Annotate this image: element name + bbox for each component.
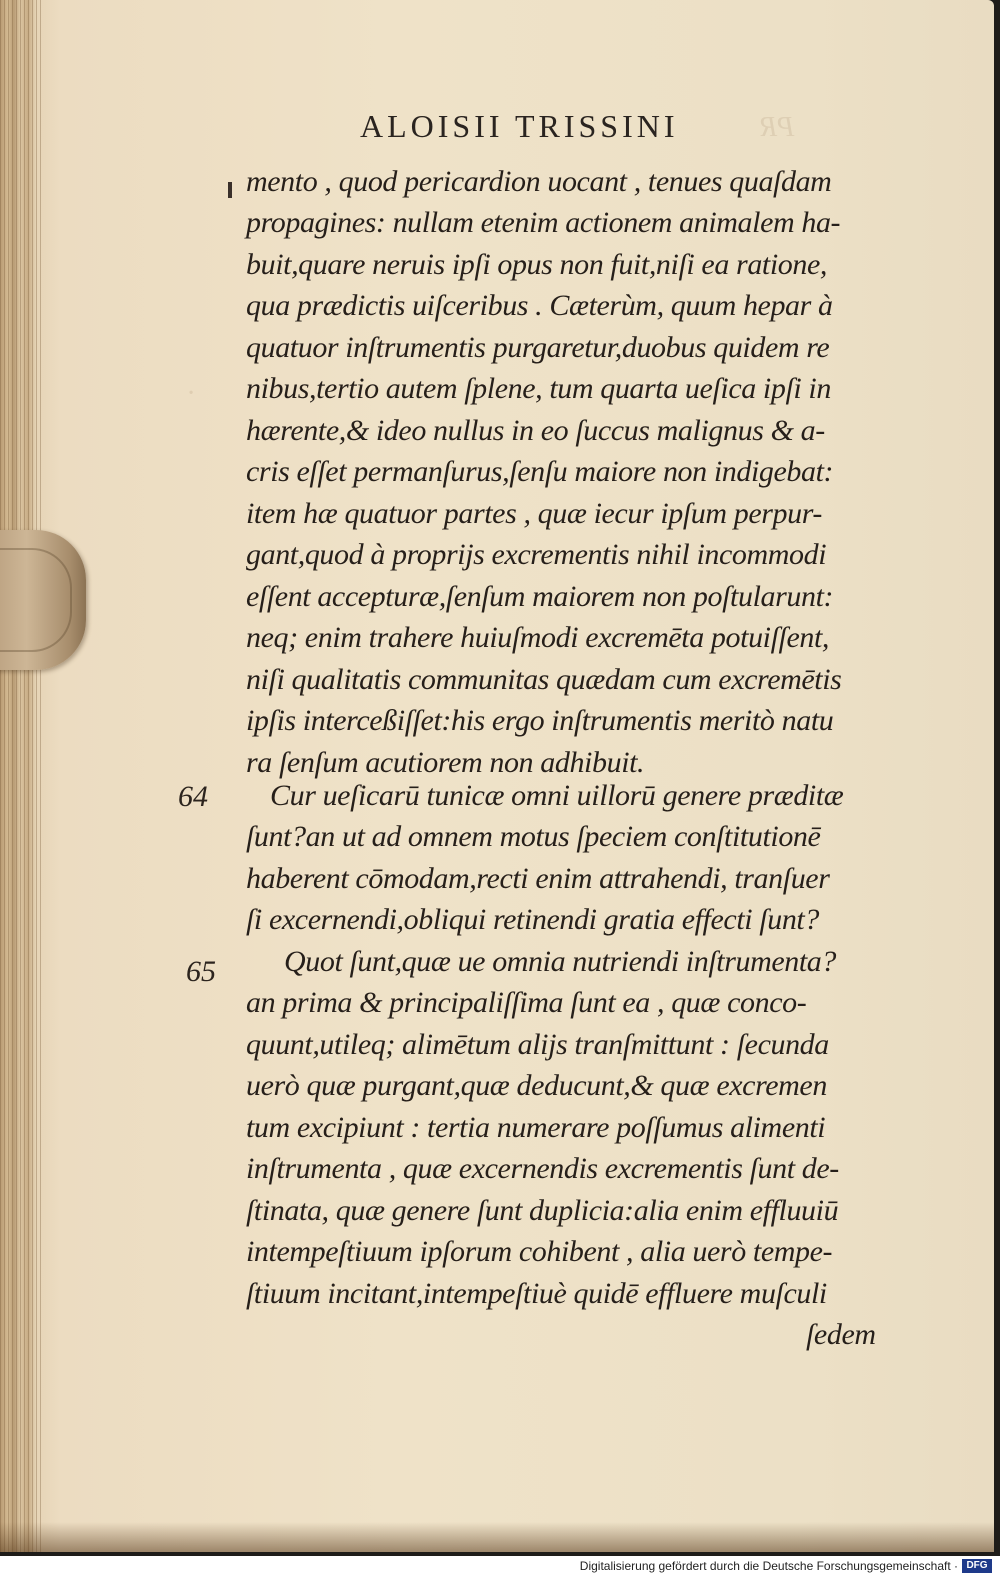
text-line: qua prædictis uiſceribus . Cæterùm, quum hepar à (246, 289, 833, 322)
text-line: propagines: nullam etenim actionem animalem ha- (246, 206, 841, 239)
page-shadow (0, 1522, 994, 1552)
text-line: mento , quod pericardion uocant , tenues quaſdam (246, 165, 832, 198)
text-line: inſtrumenta , quæ excernendis excrementis ſunt de- (246, 1152, 839, 1185)
catchword: ſedem (806, 1318, 876, 1351)
text-line: haberent cōmodam,recti enim attrahendi, tranſuer (246, 862, 830, 895)
margin-number: 65 (186, 955, 216, 988)
text-line: ra ſenſum acutiorem non adhibuit. (246, 746, 645, 779)
text-line: neq; enim trahere huiuſmodi excremēta potuiſſent, (246, 621, 830, 654)
book-clasp (0, 530, 86, 670)
text-line: buit,quare neruis ipſi opus non fuit,niſi ea ratione, (246, 248, 828, 281)
bleed-through: PR (760, 112, 795, 143)
text-line: intempeſtiuum ipſorum cohibent , alia uerò tempe- (246, 1235, 833, 1268)
text-line: quunt,utileq; alimētum alijs tranſmittunt : ſecunda (246, 1028, 829, 1061)
running-header: ALOISII TRISSINI (360, 108, 679, 144)
dfg-logo: DFG (962, 1559, 992, 1573)
text-line: hærente,& ideo nullus in eo ſuccus malignus & a- (246, 414, 825, 447)
text-line: tum excipiunt : tertia numerare poſſumus alimenti (246, 1111, 826, 1144)
digitization-credit: Digitalisierung gefördert durch die Deutsche Forschungsgemeinschaft · (579, 1559, 958, 1573)
text-line: Cur ueſicarū tunicæ omni uillorū genere præditæ (270, 779, 844, 812)
text-line: cris eſſet permanſurus,ſenſu maiore non indigebat: (246, 455, 834, 488)
text-line: uerò quæ purgant,quæ deducunt,& quæ excremen (246, 1069, 827, 1102)
text-line: niſi qualitatis communitas quædam cum excremētis (246, 663, 842, 696)
page-edges (0, 0, 44, 1552)
text-line: ipſis interceßiſſet:his ergo inſtrumentis meritò natu (246, 704, 834, 737)
text-line: ſtinata, quæ genere ſunt duplicia:alia enim effluuiū (246, 1194, 839, 1227)
text-line: ſunt?an ut ad omnem motus ſpeciem conſtitutionē (246, 820, 821, 853)
margin-number: 64 (178, 780, 208, 813)
text-line: an prima & principaliſſima ſunt ea , quæ conco- (246, 986, 807, 1019)
text-line: Quot ſunt,quæ ue omnia nutriendi inſtrumenta? (284, 945, 836, 978)
margin-mark (228, 182, 232, 198)
text-line: nibus,tertio autem ſplene, tum quarta ueſica ipſi in (246, 372, 831, 405)
text-line: ſi excernendi,obliqui retinendi gratia effecti ſunt? (246, 903, 819, 936)
text-line: gant,quod à proprijs excrementis nihil incommodi (246, 538, 827, 571)
text-line: item hæ quatuor partes , quæ iecur ipſum perpur- (246, 497, 823, 530)
text-line: ſtiuum incitant,intempeſtiuè quidē effluere muſculi (246, 1277, 827, 1310)
bleed-through: · (188, 378, 195, 409)
text-line: quatuor inſtrumentis purgaretur,duobus quidem re (246, 331, 830, 364)
text-line: eſſent accepturæ,ſenſum maiorem non poſtularunt: (246, 580, 834, 613)
